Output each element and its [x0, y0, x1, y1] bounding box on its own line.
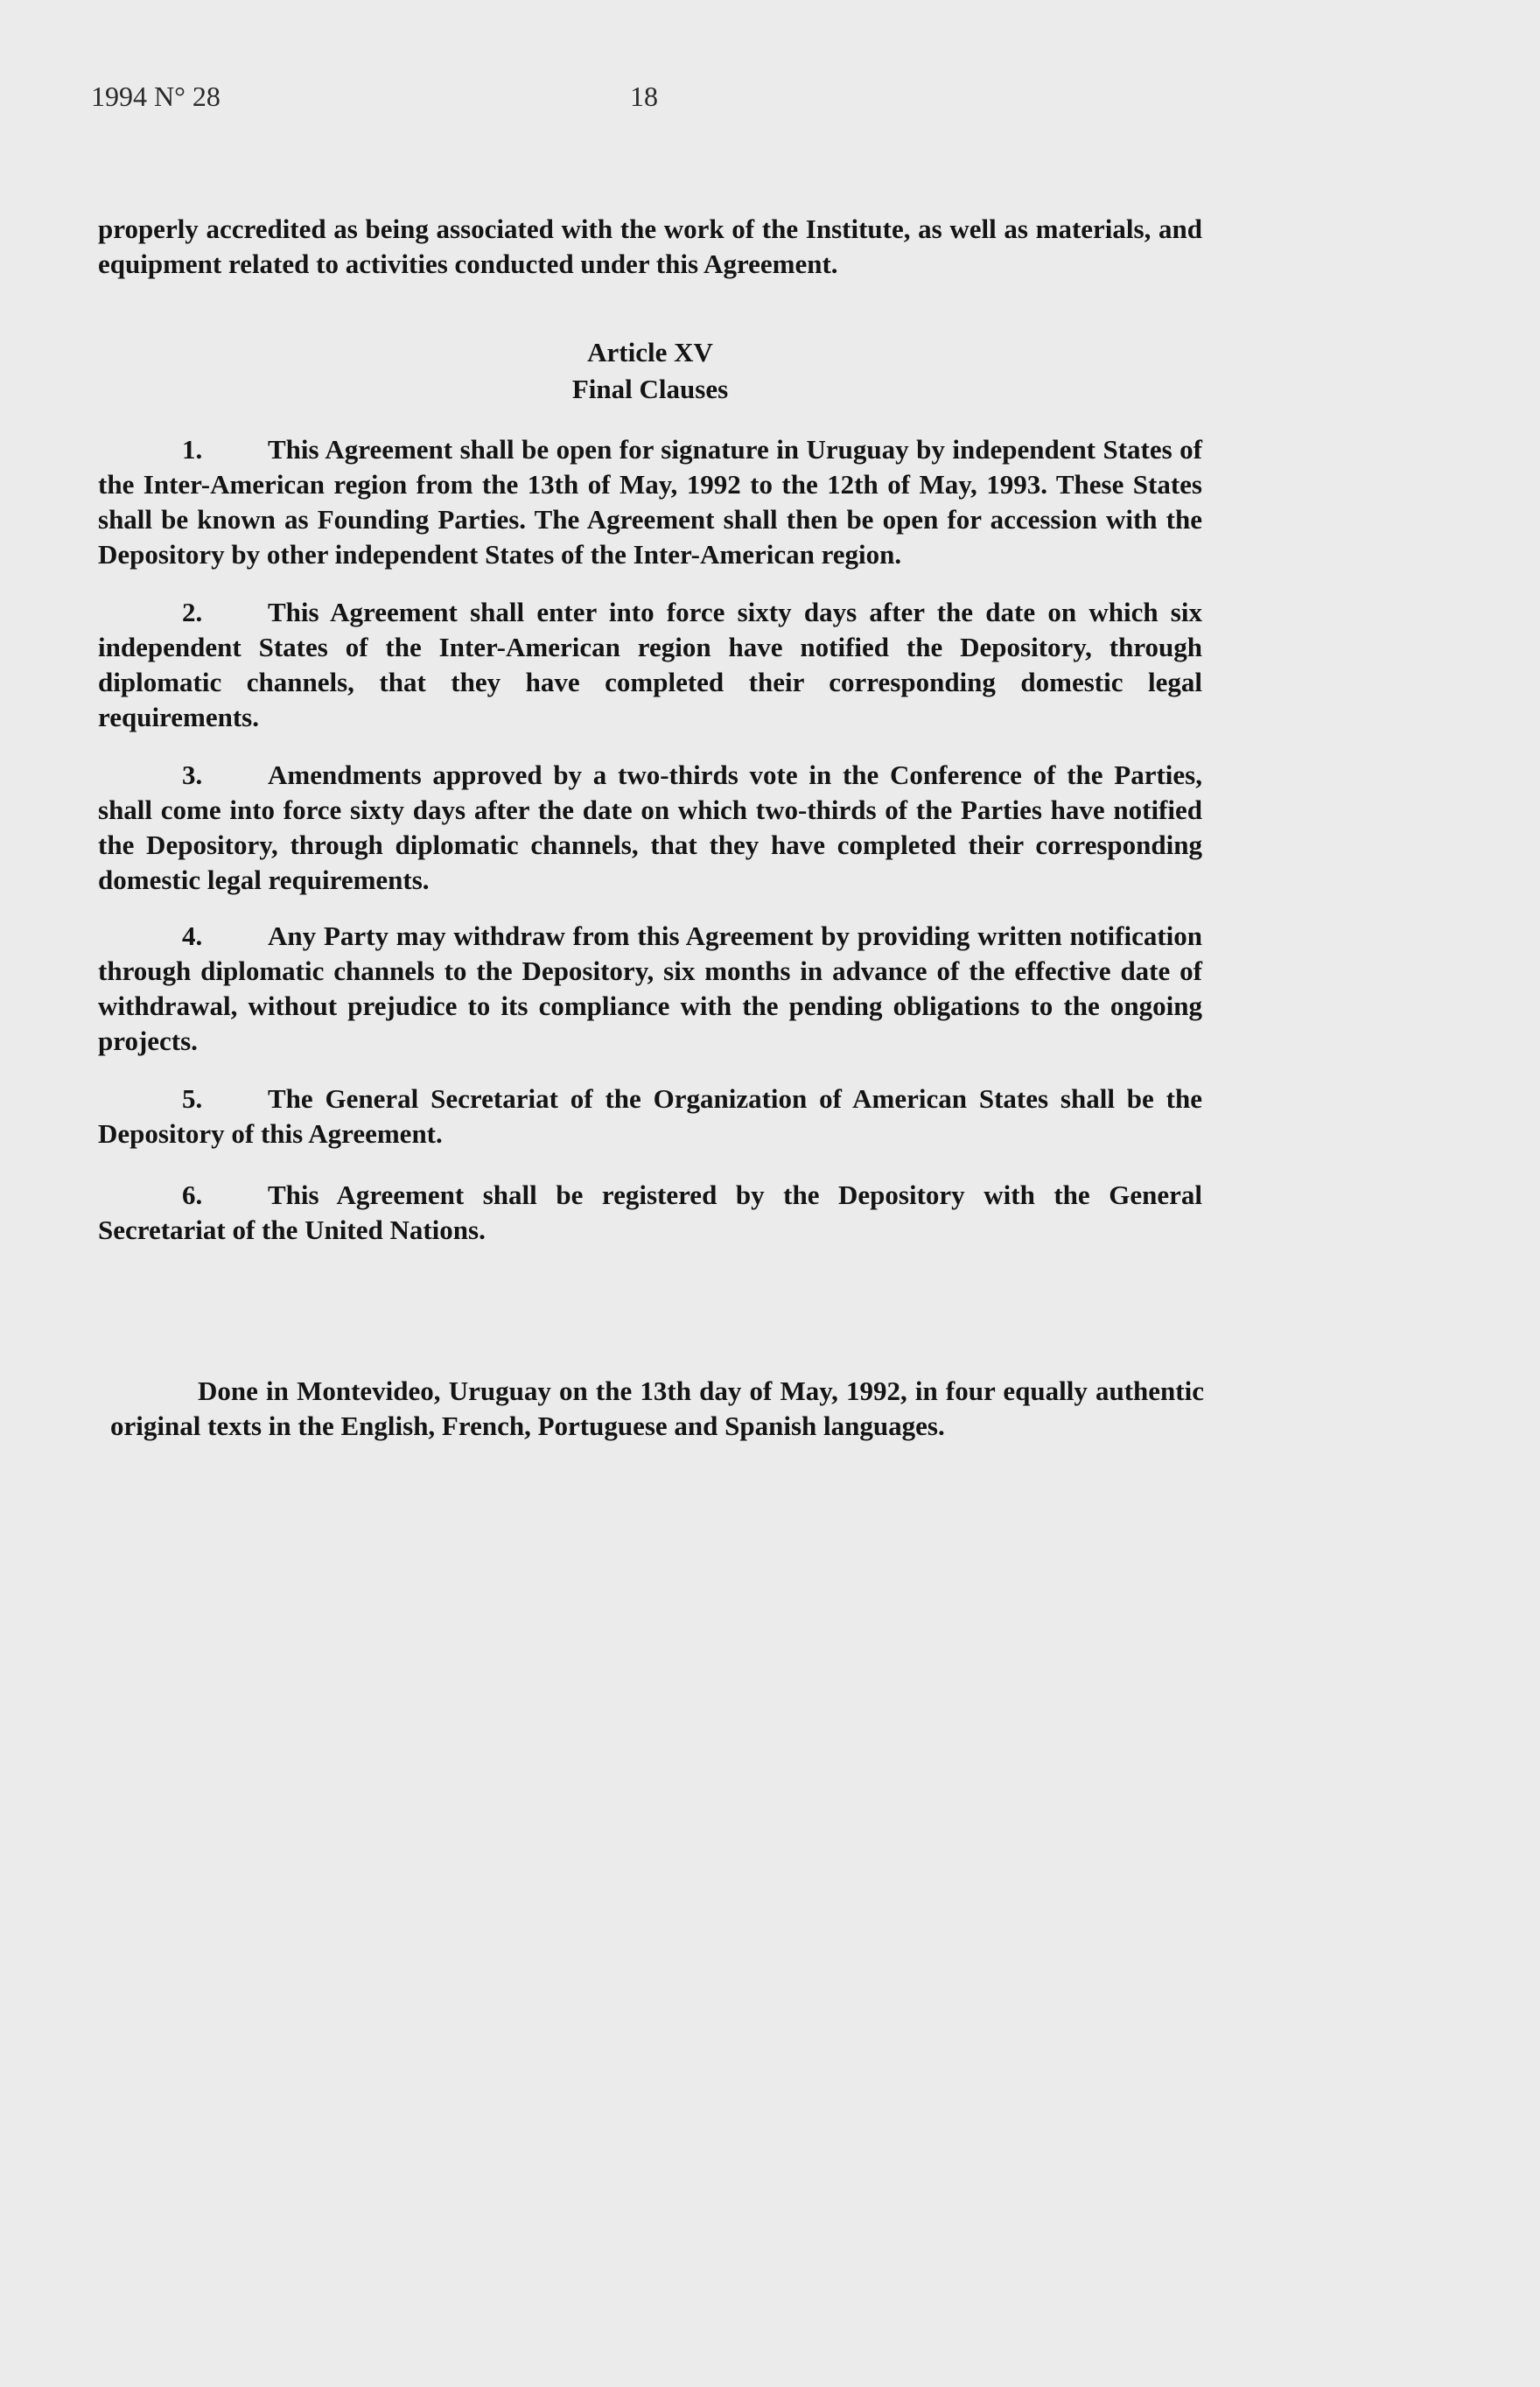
clause-text: Amendments approved by a two-thirds vote in the Conference of the Parties, shall come into force sixty days after the date on which two-thirds of the Parties have notified the Depository, through diplomatic channels, that they have completed their corresponding domestic legal requirements.	[98, 760, 1202, 895]
clause-text: This Agreement shall enter into force sixty days after the date on which six independent States of the Inter-American region have notified the Depository, through diplomatic channels, that they have completed their corresponding domestic legal requirements.	[98, 597, 1202, 732]
clause-1	[98, 432, 1202, 572]
clause-2	[98, 595, 1202, 735]
clause-text: The General Secretariat of the Organization of American States shall be the Depository of this Agreement.	[98, 1083, 1202, 1149]
intro-paragraph: properly accredited as being associated with the work of the Institute, as well as materials, and equipment related to activities conducted under this Agreement.	[98, 214, 1202, 279]
clause-number: 1.	[182, 434, 203, 465]
clause-text: Any Party may withdraw from this Agreement by providing written notification through diplomatic channels to the Depository, six months in advance of the effective date of withdrawal, without prejudice to its compliance with the pending obligations to the ongoing projects.	[98, 920, 1202, 1056]
clause-6	[98, 1178, 1202, 1248]
page-number: 18	[630, 80, 658, 112]
closing-paragraph	[110, 1374, 1204, 1444]
clause-3	[98, 758, 1202, 898]
clause-4	[98, 919, 1202, 1059]
clause-text: This Agreement shall be open for signature in Uruguay by independent States of the Inter-American region from the 13th of May, 1992 to the 12th of May, 1993. These States shall be known as Founding Parties. The Agreement shall then be open for accession with the Depository by other independent States of the Inter-American region.	[98, 434, 1202, 570]
article-subtitle: Final Clauses	[571, 374, 729, 404]
clause-number: 3.	[182, 760, 203, 790]
clause-text: This Agreement shall be registered by the Depository with the General Secretariat of the United Nations.	[98, 1180, 1202, 1245]
running-head: 1994 N° 28	[91, 80, 220, 112]
clause-number: 5.	[182, 1083, 203, 1114]
clause-5	[98, 1082, 1202, 1152]
clause-number: 2.	[182, 597, 203, 627]
article-title: Article XV	[587, 337, 713, 368]
closing-text: Done in Montevideo, Uruguay on the 13th day of May, 1992, in four equally authentic original texts in the English, French, Portuguese and Spanish languages.	[110, 1376, 1204, 1441]
clause-number: 6.	[182, 1180, 203, 1210]
clause-number: 4.	[182, 920, 203, 951]
